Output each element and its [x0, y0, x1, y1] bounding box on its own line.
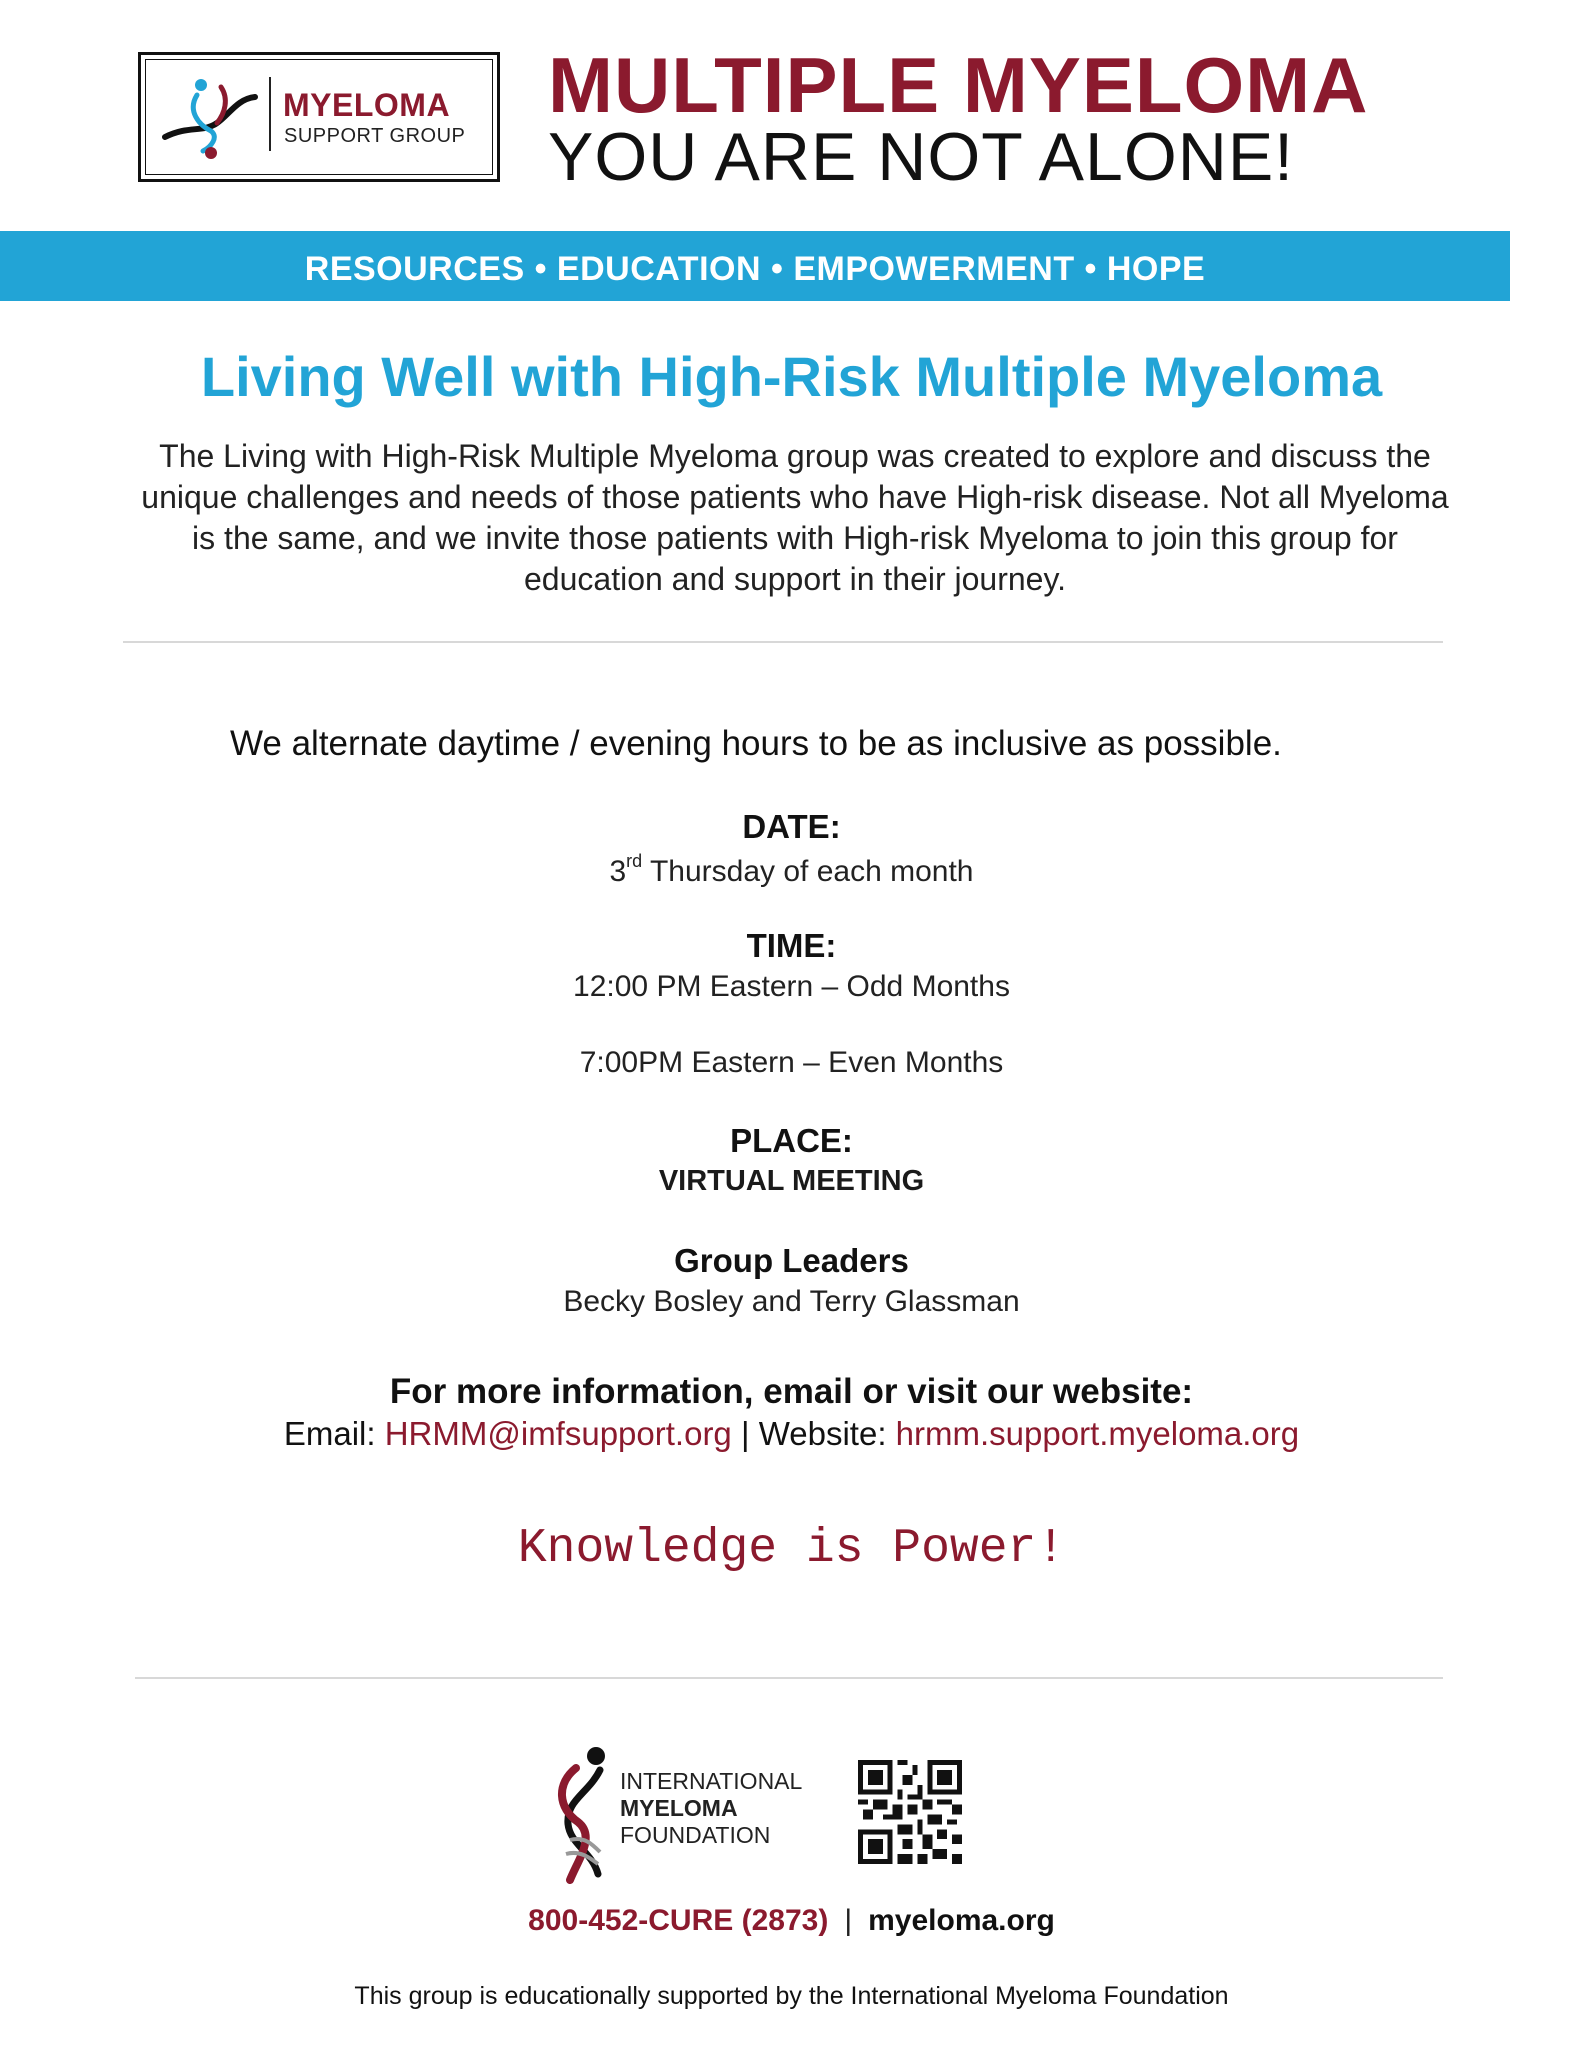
support-group-logo [138, 52, 500, 182]
website-label: Website: [758, 1415, 896, 1452]
divider [123, 641, 1443, 643]
place-value: VIRTUAL MEETING [658, 1165, 925, 1197]
support-group-logo-icon [159, 67, 259, 163]
time-label: TIME: [746, 927, 837, 964]
logo-subtitle: SUPPORT GROUP [284, 125, 466, 147]
website-link[interactable]: hrmm.support.myeloma.org [895, 1415, 1300, 1452]
imf-logo-icon [548, 1744, 620, 1884]
divider [135, 1677, 1443, 1679]
tagline: Knowledge is Power! [517, 1522, 1066, 1576]
intro-paragraph: The Living with High-Risk Multiple Myeloma group was created to explore and discuss the unique challenges and needs of those patients who have High-risk disease. Not all Myeloma is the same, and we invite those patients with High-risk Myeloma to join this group for education and support in their journey. [141, 438, 1449, 597]
email-label: Email: [283, 1415, 385, 1452]
banner-text: RESOURCES • EDUCATION • EMPOWERMENT • HOPE [304, 250, 1206, 288]
footer-divider: | [844, 1904, 853, 1937]
logo-wordmark: MYELOMA [283, 87, 451, 123]
imf-line-1: INTERNATIONAL [620, 1768, 803, 1794]
time-odd-months: 12:00 PM Eastern – Odd Months [573, 970, 1010, 1003]
footer-website-link[interactable]: myeloma.org [868, 1904, 1055, 1937]
footer-contact [0, 1904, 1583, 1938]
contact-info-line [0, 1415, 1583, 1453]
date-ordinal-suffix: rd [626, 851, 643, 871]
leaders-label: Group Leaders [674, 1242, 909, 1279]
date-ordinal: 3 [609, 855, 627, 888]
imf-line-2: MYELOMA [620, 1795, 738, 1821]
headline-main: MULTIPLE MYELOMA [548, 41, 1369, 129]
imf-wordmark [620, 1768, 802, 1849]
date-label: DATE: [742, 808, 841, 845]
time-even-months: 7:00PM Eastern – Even Months [579, 1046, 1004, 1079]
page-title: Living Well with High-Risk Multiple Myeloma [200, 345, 1383, 408]
leaders-value: Becky Bosley and Terry Glassman [563, 1285, 1020, 1318]
schedule-note: We alternate daytime / evening hours to be as inclusive as possible. [230, 724, 1282, 763]
support-note: This group is educationally supported by the International Myeloma Foundation [354, 1982, 1229, 2010]
info-heading: For more information, email or visit our website: [389, 1372, 1194, 1411]
place-label: PLACE: [730, 1122, 853, 1159]
date-value [0, 851, 1583, 889]
email-link[interactable]: HRMM@imfsupport.org [384, 1415, 732, 1452]
info-separator: | [731, 1415, 759, 1452]
banner [0, 231, 1510, 301]
phone-number[interactable]: 800-452-CURE (2873) [528, 1904, 829, 1937]
qr-code-icon[interactable] [858, 1760, 962, 1864]
date-rest: Thursday of each month [642, 855, 974, 888]
imf-line-3: FOUNDATION [620, 1822, 771, 1848]
headline-sub: YOU ARE NOT ALONE! [548, 119, 1295, 195]
